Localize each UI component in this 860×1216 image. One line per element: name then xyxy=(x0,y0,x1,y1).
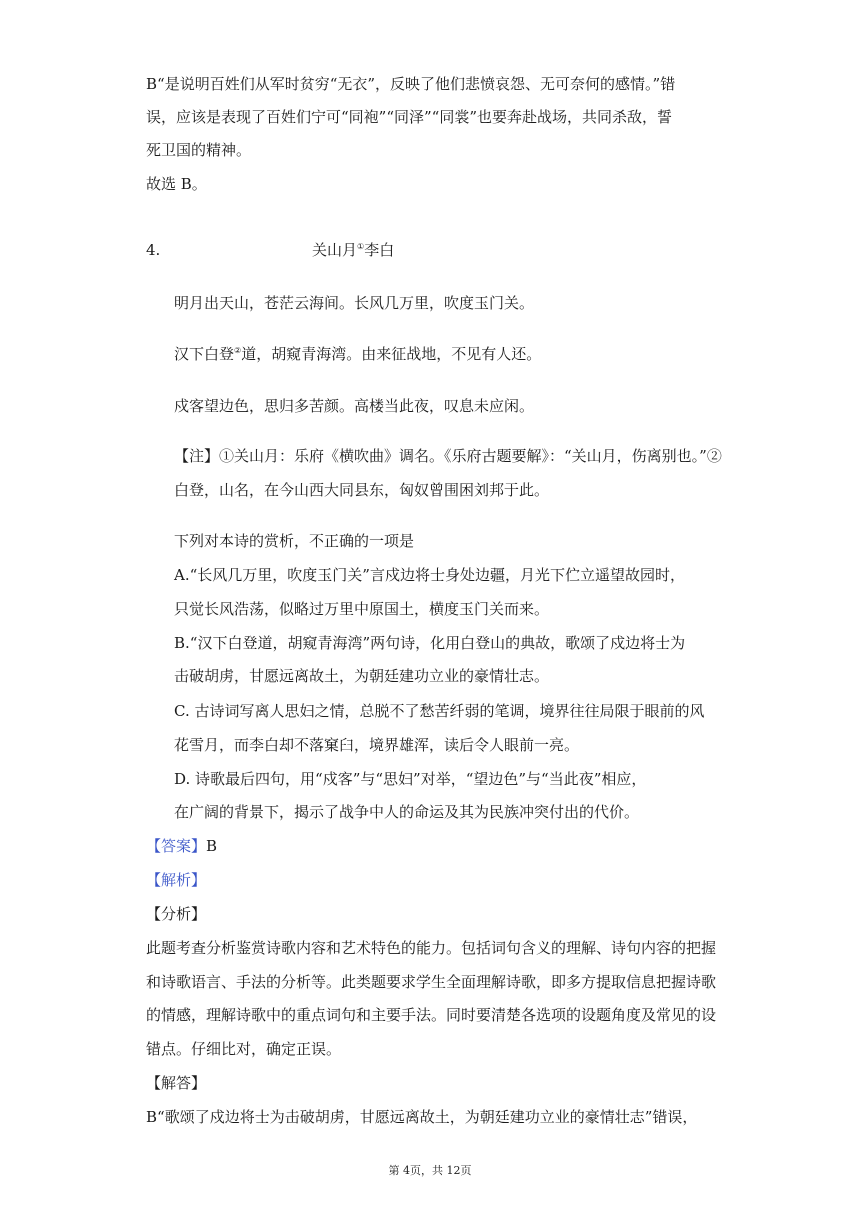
poem-line-1: 明月出天山，苍茫云海间。长风几万里，吹度玉门关。 xyxy=(174,294,535,312)
poem-note-mark: ② xyxy=(234,346,242,355)
option-a-line-2: 只觉长风浩荡，似略过万里中原国土，横度玉门关而来。 xyxy=(174,600,550,618)
poem-title-name: 关山月 xyxy=(312,241,358,259)
question-prompt: 下列对本诗的赏析，不正确的一项是 xyxy=(174,532,415,550)
poem-line-3: 戍客望边色，思归多苦颜。高楼当此夜，叹息未应闲。 xyxy=(174,397,535,415)
prev-line-4: 故选 B。 xyxy=(146,175,207,193)
option-a-line-1: A.“长风几万里，吹度玉门关”言戍边将士身处边疆，月光下伫立遥望故园时， xyxy=(174,566,685,584)
explain-label: 【解析】 xyxy=(146,871,207,889)
note-line-1: 【注】①关山月：乐府《横吹曲》调名。《乐府古题要解》：“关山月，伤离别也。”② xyxy=(174,447,722,465)
solution-line-1: B“歌颂了戍边将士为击破胡虏，甘愿远离故土，为朝廷建功立业的豪情壮志”错误， xyxy=(146,1108,698,1126)
answer-row xyxy=(146,836,217,856)
option-b-line-1: B.“汉下白登道，胡窥青海湾”两句诗，化用白登山的典故，歌颂了戍边将士为 xyxy=(174,634,686,652)
poem-line-2 xyxy=(174,344,541,364)
analysis-line-2: 和诗歌语言、手法的分析等。此类题要求学生全面理解诗歌，即多方提取信息把握诗歌 xyxy=(146,973,717,991)
answer-value: B xyxy=(206,837,218,855)
poem-line-2-pre: 汉下白登 xyxy=(174,345,235,363)
analysis-line-1: 此题考查分析鉴赏诗歌内容和艺术特色的能力。包括词句含义的理解、诗句内容的把握 xyxy=(146,939,717,957)
option-c-line-2: 花雪月，而李白却不落窠臼，境界雄浑，读后令人眼前一亮。 xyxy=(174,736,580,754)
analysis-line-4: 错点。仔细比对，确定正误。 xyxy=(146,1040,342,1058)
poem-author: 李白 xyxy=(364,241,395,259)
option-b-line-2: 击破胡虏，甘愿远离故土，为朝廷建功立业的豪情壮志。 xyxy=(174,667,550,685)
prev-line-3: 死卫国的精神。 xyxy=(146,141,252,159)
solution-label: 【解答】 xyxy=(146,1074,207,1092)
title-note-mark: ① xyxy=(357,242,365,251)
poem-line-2-post: 道，胡窥青海湾。由来征战地，不见有人还。 xyxy=(241,345,542,363)
question-number: 4. xyxy=(146,241,161,259)
prev-line-1: B“是说明百姓们从军时贫穷“无衣”，反映了他们悲愤哀怨、无可奈何的感情。”错 xyxy=(146,75,676,93)
option-c-line-1: C. 古诗词写离人思妇之情，总脱不了愁苦纤弱的笔调，境界往往局限于眼前的风 xyxy=(174,702,705,720)
option-d-line-1: D. 诗歌最后四句，用“戍客”与“思妇”对举，“望边色”与“当此夜”相应， xyxy=(174,770,647,788)
answer-label: 【答案】 xyxy=(146,837,207,855)
option-d-line-2: 在广阔的背景下，揭示了战争中人的命运及其为民族冲突付出的代价。 xyxy=(174,803,640,821)
page-footer: 第 4页，共 12页 xyxy=(388,1164,472,1177)
prev-line-2: 误，应该是表现了百姓们宁可“同袍”“同泽”“同裳”也要奔赴战场，共同杀敌，誓 xyxy=(146,108,673,126)
note-line-2: 白登，山名，在今山西大同县东，匈奴曾围困刘邦于此。 xyxy=(174,481,550,499)
poem-title xyxy=(312,240,394,260)
analysis-label: 【分析】 xyxy=(146,905,207,923)
analysis-line-3: 的情感，理解诗歌中的重点词句和主要手法。同时要清楚各选项的设题角度及常见的设 xyxy=(146,1006,717,1024)
